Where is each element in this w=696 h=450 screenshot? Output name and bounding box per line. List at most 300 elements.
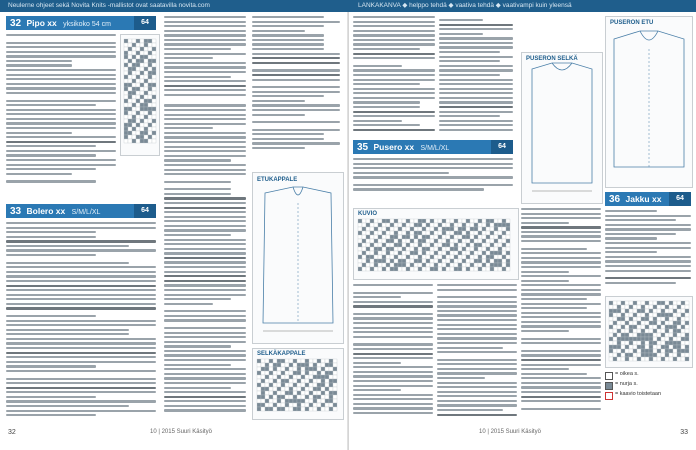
stitch-cell bbox=[257, 395, 261, 399]
stitch-cell bbox=[665, 357, 669, 361]
text-line bbox=[353, 57, 435, 59]
stitch-cell bbox=[502, 255, 506, 259]
text-line bbox=[164, 21, 246, 23]
stitch-cell bbox=[402, 263, 406, 267]
stitch-cell bbox=[257, 403, 261, 407]
stitch-cell bbox=[289, 383, 293, 387]
stitch-cell bbox=[333, 375, 337, 379]
stitch-cell bbox=[289, 371, 293, 375]
stitch-cell bbox=[486, 227, 490, 231]
stitch-cell bbox=[321, 403, 325, 407]
stitch-cell bbox=[402, 231, 406, 235]
stitch-cell bbox=[273, 383, 277, 387]
stitch-cell bbox=[398, 259, 402, 263]
stitch-cell bbox=[677, 341, 681, 345]
stitch-cell bbox=[681, 341, 685, 345]
stitch-cell bbox=[261, 399, 265, 403]
text-line bbox=[6, 400, 156, 402]
text-line bbox=[605, 251, 657, 253]
stitch-cell bbox=[637, 341, 641, 345]
stitch-cell bbox=[661, 337, 665, 341]
text-line bbox=[439, 33, 483, 35]
text-line bbox=[521, 213, 601, 215]
text-line bbox=[353, 305, 433, 307]
stitch-cell bbox=[148, 115, 152, 119]
stitch-cell bbox=[641, 317, 645, 321]
stitch-cell bbox=[305, 387, 309, 391]
text-line bbox=[439, 120, 513, 122]
text-line bbox=[164, 89, 246, 91]
stitch-cell bbox=[148, 91, 152, 95]
stitch-cell bbox=[629, 345, 633, 349]
stitch-cell bbox=[309, 363, 313, 367]
stitch-cell bbox=[148, 119, 152, 123]
stitch-cell bbox=[370, 223, 374, 227]
stitch-cell bbox=[132, 123, 136, 127]
stitch-cell bbox=[329, 383, 333, 387]
stitch-cell bbox=[426, 263, 430, 267]
text-line bbox=[353, 163, 513, 165]
stitch-cell bbox=[313, 371, 317, 375]
stitch-cell bbox=[474, 259, 478, 263]
stitch-cell bbox=[478, 255, 482, 259]
stitch-cell bbox=[132, 115, 136, 119]
text-line bbox=[521, 350, 601, 352]
text-line bbox=[6, 150, 116, 152]
stitch-cell bbox=[669, 341, 673, 345]
stitch-cell bbox=[613, 309, 617, 313]
footer-right: 10 | 2015 Suuri Käsityö bbox=[479, 429, 541, 435]
text-line bbox=[6, 46, 116, 48]
stitch-cell bbox=[669, 305, 673, 309]
stitch-cell bbox=[386, 227, 390, 231]
stitch-cell bbox=[502, 219, 506, 223]
text-line bbox=[605, 224, 691, 226]
section-size: yksikoko 54 cm bbox=[63, 21, 111, 28]
stitch-cell bbox=[617, 329, 621, 333]
stitch-cell bbox=[394, 227, 398, 231]
stitch-cell bbox=[261, 403, 265, 407]
stitch-cell bbox=[653, 305, 657, 309]
stitch-cell bbox=[669, 357, 673, 361]
stitch-cell bbox=[136, 79, 140, 83]
stitch-cell bbox=[426, 231, 430, 235]
section-size: S/M/L/XL bbox=[71, 209, 101, 216]
stitch-cell bbox=[140, 55, 144, 59]
stitch-cell bbox=[321, 371, 325, 375]
stitch-cell bbox=[124, 55, 128, 59]
stitch-cell bbox=[317, 367, 321, 371]
text-line bbox=[164, 257, 246, 259]
stitch-cell bbox=[657, 313, 661, 317]
stitch-cell bbox=[398, 235, 402, 239]
stitch-cell bbox=[132, 135, 136, 139]
stitch-cell bbox=[625, 309, 629, 313]
stitch-cell bbox=[609, 321, 613, 325]
stitch-cell bbox=[502, 263, 506, 267]
stitch-cell bbox=[450, 223, 454, 227]
stitch-cell bbox=[325, 399, 329, 403]
stitch-cell bbox=[673, 353, 677, 357]
stitch-cell bbox=[257, 387, 261, 391]
stitch-cell bbox=[289, 395, 293, 399]
text-line bbox=[353, 394, 433, 396]
text-line bbox=[353, 16, 435, 18]
stitch-cell bbox=[366, 255, 370, 259]
stitch-cell bbox=[261, 371, 265, 375]
stitch-cell bbox=[422, 243, 426, 247]
stitch-cell bbox=[265, 383, 269, 387]
stitch-cell bbox=[613, 345, 617, 349]
stitch-cell bbox=[309, 407, 313, 411]
stitch-cell bbox=[152, 127, 156, 131]
stitch-cell bbox=[414, 219, 418, 223]
stitch-cell bbox=[669, 321, 673, 325]
text-line bbox=[6, 356, 156, 358]
stitch-cell bbox=[285, 379, 289, 383]
stitch-cell bbox=[293, 391, 297, 395]
difficulty-badge: 64 bbox=[669, 192, 691, 206]
stitch-cell bbox=[394, 219, 398, 223]
stitch-cell bbox=[305, 367, 309, 371]
stitch-cell bbox=[394, 239, 398, 243]
stitch-cell bbox=[474, 239, 478, 243]
stitch-cell bbox=[438, 251, 442, 255]
stitch-cell bbox=[132, 95, 136, 99]
stitch-cell bbox=[506, 231, 510, 235]
stitch-cell bbox=[148, 67, 152, 71]
stitch-cell bbox=[458, 263, 462, 267]
text-line bbox=[353, 48, 420, 50]
stitch-cell bbox=[140, 47, 144, 51]
stitch-cell bbox=[410, 259, 414, 263]
stitch-cell bbox=[442, 235, 446, 239]
text-line bbox=[353, 292, 433, 294]
stitch-cell bbox=[152, 99, 156, 103]
stitch-cell bbox=[140, 87, 144, 91]
stitch-cell bbox=[681, 333, 685, 337]
stitch-cell bbox=[661, 317, 665, 321]
stitch-cell bbox=[144, 87, 148, 91]
stitch-cell bbox=[281, 383, 285, 387]
stitch-cell bbox=[370, 235, 374, 239]
text-line bbox=[252, 74, 340, 76]
stitch-cell bbox=[685, 301, 689, 305]
stitch-cell bbox=[128, 67, 132, 71]
stitch-cell bbox=[273, 395, 277, 399]
stitch-cell bbox=[406, 259, 410, 263]
text-line bbox=[164, 332, 246, 334]
stitch-cell bbox=[329, 363, 333, 367]
stitch-cell bbox=[633, 313, 637, 317]
stitch-cell bbox=[305, 391, 309, 395]
text-line bbox=[353, 317, 433, 319]
text-line bbox=[164, 271, 246, 273]
text-line bbox=[605, 219, 676, 221]
stitch-cell bbox=[661, 313, 665, 317]
text-line bbox=[521, 330, 569, 332]
text-line bbox=[439, 69, 513, 71]
text-line bbox=[164, 315, 246, 317]
stitch-cell bbox=[637, 313, 641, 317]
text-line bbox=[437, 400, 517, 402]
stitch-cell bbox=[402, 251, 406, 255]
stitch-cell bbox=[366, 259, 370, 263]
stitch-cell bbox=[450, 227, 454, 231]
text-line bbox=[6, 78, 116, 80]
stitch-cell bbox=[633, 309, 637, 313]
stitch-cell bbox=[446, 251, 450, 255]
bolero-schematic bbox=[252, 172, 344, 344]
stitch-cell bbox=[402, 267, 406, 271]
stitch-cell bbox=[633, 325, 637, 329]
stitch-cell bbox=[498, 259, 502, 263]
text-line bbox=[521, 342, 601, 344]
stitch-cell bbox=[333, 383, 337, 387]
stitch-cell bbox=[625, 305, 629, 309]
stitch-cell bbox=[394, 243, 398, 247]
stitch-cell bbox=[140, 71, 144, 75]
stitch-cell bbox=[144, 47, 148, 51]
text-line bbox=[164, 400, 246, 402]
stitch-cell bbox=[673, 329, 677, 333]
stitch-cell bbox=[494, 247, 498, 251]
stitch-cell bbox=[386, 247, 390, 251]
jakku-stitch-chart bbox=[605, 296, 693, 368]
stitch-cell bbox=[124, 75, 128, 79]
pipo-text-column bbox=[6, 34, 116, 194]
stitch-cell bbox=[140, 103, 144, 107]
stitch-cell bbox=[482, 251, 486, 255]
text-line bbox=[437, 328, 517, 330]
stitch-cell bbox=[140, 115, 144, 119]
stitch-cell bbox=[613, 353, 617, 357]
stitch-cell bbox=[124, 111, 128, 115]
stitch-cell bbox=[430, 223, 434, 227]
stitch-cell bbox=[641, 337, 645, 341]
text-line bbox=[353, 371, 433, 373]
stitch-cell bbox=[661, 345, 665, 349]
stitch-cell bbox=[152, 79, 156, 83]
stitch-cell bbox=[462, 259, 466, 263]
stitch-cell bbox=[494, 219, 498, 223]
stitch-cell bbox=[661, 309, 665, 313]
stitch-cell bbox=[661, 341, 665, 345]
stitch-cell bbox=[265, 403, 269, 407]
stitch-cell bbox=[398, 231, 402, 235]
stitch-cell bbox=[665, 305, 669, 309]
stitch-cell bbox=[629, 317, 633, 321]
stitch-cell bbox=[426, 247, 430, 251]
stitch-cell bbox=[681, 301, 685, 305]
stitch-cell bbox=[498, 235, 502, 239]
text-line bbox=[6, 92, 116, 94]
stitch-cell bbox=[124, 79, 128, 83]
text-line bbox=[439, 88, 513, 90]
stitch-cell bbox=[265, 399, 269, 403]
stitch-cell bbox=[677, 353, 681, 357]
stitch-cell bbox=[454, 239, 458, 243]
text-line bbox=[521, 257, 601, 259]
stitch-cell bbox=[478, 263, 482, 267]
stitch-cell bbox=[498, 247, 502, 251]
stitch-cell bbox=[265, 391, 269, 395]
stitch-cell bbox=[386, 235, 390, 239]
stitch-cell bbox=[669, 333, 673, 337]
stitch-cell bbox=[374, 223, 378, 227]
text-line bbox=[252, 104, 340, 106]
stitch-cell bbox=[277, 395, 281, 399]
stitch-cell bbox=[148, 139, 152, 143]
text-line bbox=[353, 407, 433, 409]
stitch-cell bbox=[301, 379, 305, 383]
stitch-cell bbox=[657, 337, 661, 341]
stitch-cell bbox=[148, 75, 152, 79]
stitch-cell bbox=[430, 243, 434, 247]
text-line bbox=[6, 289, 156, 291]
stitch-cell bbox=[301, 383, 305, 387]
stitch-cell bbox=[506, 267, 510, 271]
stitch-cell bbox=[293, 407, 297, 411]
stitch-cell bbox=[402, 223, 406, 227]
stitch-cell bbox=[333, 379, 337, 383]
stitch-cell bbox=[128, 135, 132, 139]
text-line bbox=[353, 92, 435, 94]
stitch-cell bbox=[257, 399, 261, 403]
stitch-cell bbox=[273, 403, 277, 407]
text-line bbox=[6, 391, 156, 393]
stitch-cell bbox=[289, 403, 293, 407]
stitch-cell bbox=[621, 313, 625, 317]
stitch-cell bbox=[613, 349, 617, 353]
stitch-cell bbox=[458, 255, 462, 259]
stitch-cell bbox=[426, 259, 430, 263]
stitch-cell bbox=[293, 371, 297, 375]
stitch-cell bbox=[273, 371, 277, 375]
text-line bbox=[437, 337, 517, 339]
stitch-cell bbox=[358, 223, 362, 227]
stitch-cell bbox=[629, 357, 633, 361]
stitch-cell bbox=[474, 223, 478, 227]
stitch-cell bbox=[124, 115, 128, 119]
stitch-cell bbox=[136, 99, 140, 103]
stitch-cell bbox=[621, 349, 625, 353]
text-line bbox=[6, 333, 129, 335]
text-line bbox=[252, 16, 324, 18]
bolero-stitch-grid bbox=[253, 349, 343, 419]
stitch-cell bbox=[677, 301, 681, 305]
stitch-cell bbox=[144, 131, 148, 135]
stitch-cell bbox=[502, 267, 506, 271]
stitch-cell bbox=[426, 243, 430, 247]
text-line bbox=[164, 85, 246, 87]
stitch-cell bbox=[474, 267, 478, 271]
stitch-cell bbox=[406, 255, 410, 259]
stitch-cell bbox=[152, 71, 156, 75]
stitch-cell bbox=[402, 239, 406, 243]
stitch-cell bbox=[386, 239, 390, 243]
stitch-cell bbox=[637, 353, 641, 357]
stitch-cell bbox=[273, 359, 277, 363]
stitch-cell bbox=[152, 123, 156, 127]
stitch-cell bbox=[422, 267, 426, 271]
stitch-cell bbox=[657, 333, 661, 337]
stitch-cell bbox=[317, 371, 321, 375]
stitch-cell bbox=[685, 345, 689, 349]
stitch-cell bbox=[257, 367, 261, 371]
stitch-cell bbox=[422, 235, 426, 239]
text-line bbox=[6, 303, 156, 305]
stitch-cell bbox=[297, 363, 301, 367]
stitch-cell bbox=[313, 363, 317, 367]
stitch-cell bbox=[277, 375, 281, 379]
stitch-cell bbox=[641, 345, 645, 349]
text-line bbox=[252, 39, 324, 41]
stitch-cell bbox=[410, 227, 414, 231]
stitch-cell bbox=[494, 227, 498, 231]
stitch-cell bbox=[285, 391, 289, 395]
text-line bbox=[252, 30, 305, 32]
stitch-cell bbox=[478, 239, 482, 243]
stitch-cell bbox=[470, 223, 474, 227]
text-line bbox=[164, 94, 246, 96]
stitch-cell bbox=[625, 317, 629, 321]
stitch-cell bbox=[281, 391, 285, 395]
section-size: S/M/L/XL bbox=[420, 145, 450, 152]
stitch-cell bbox=[685, 357, 689, 361]
stitch-cell bbox=[313, 399, 317, 403]
stitch-cell bbox=[613, 317, 617, 321]
text-line bbox=[353, 83, 420, 85]
stitch-cell bbox=[325, 371, 329, 375]
stitch-cell bbox=[128, 39, 132, 43]
stitch-cell bbox=[609, 341, 613, 345]
text-line bbox=[6, 396, 96, 398]
stitch-cell bbox=[378, 263, 382, 267]
stitch-cell bbox=[313, 383, 317, 387]
stitch-cell bbox=[438, 235, 442, 239]
stitch-cell bbox=[430, 247, 434, 251]
stitch-cell bbox=[366, 227, 370, 231]
text-line bbox=[6, 168, 96, 170]
stitch-cell bbox=[144, 111, 148, 115]
stitch-cell bbox=[124, 87, 128, 91]
stitch-cell bbox=[269, 363, 273, 367]
stitch-cell bbox=[374, 239, 378, 243]
stitch-cell bbox=[645, 301, 649, 305]
text-line bbox=[437, 319, 517, 321]
stitch-cell bbox=[661, 333, 665, 337]
stitch-cell bbox=[374, 259, 378, 263]
stitch-cell bbox=[358, 255, 362, 259]
stitch-cell bbox=[124, 83, 128, 87]
stitch-cell bbox=[677, 345, 681, 349]
stitch-cell bbox=[621, 321, 625, 325]
stitch-cell bbox=[382, 255, 386, 259]
stitch-cell bbox=[378, 251, 382, 255]
stitch-cell bbox=[144, 83, 148, 87]
text-line bbox=[6, 245, 129, 247]
stitch-cell bbox=[382, 251, 386, 255]
stitch-cell bbox=[358, 259, 362, 263]
stitch-cell bbox=[609, 301, 613, 305]
stitch-cell bbox=[136, 127, 140, 131]
stitch-cell bbox=[362, 223, 366, 227]
stitch-cell bbox=[382, 247, 386, 251]
stitch-cell bbox=[454, 255, 458, 259]
stitch-cell bbox=[261, 387, 265, 391]
text-line bbox=[252, 152, 340, 155]
